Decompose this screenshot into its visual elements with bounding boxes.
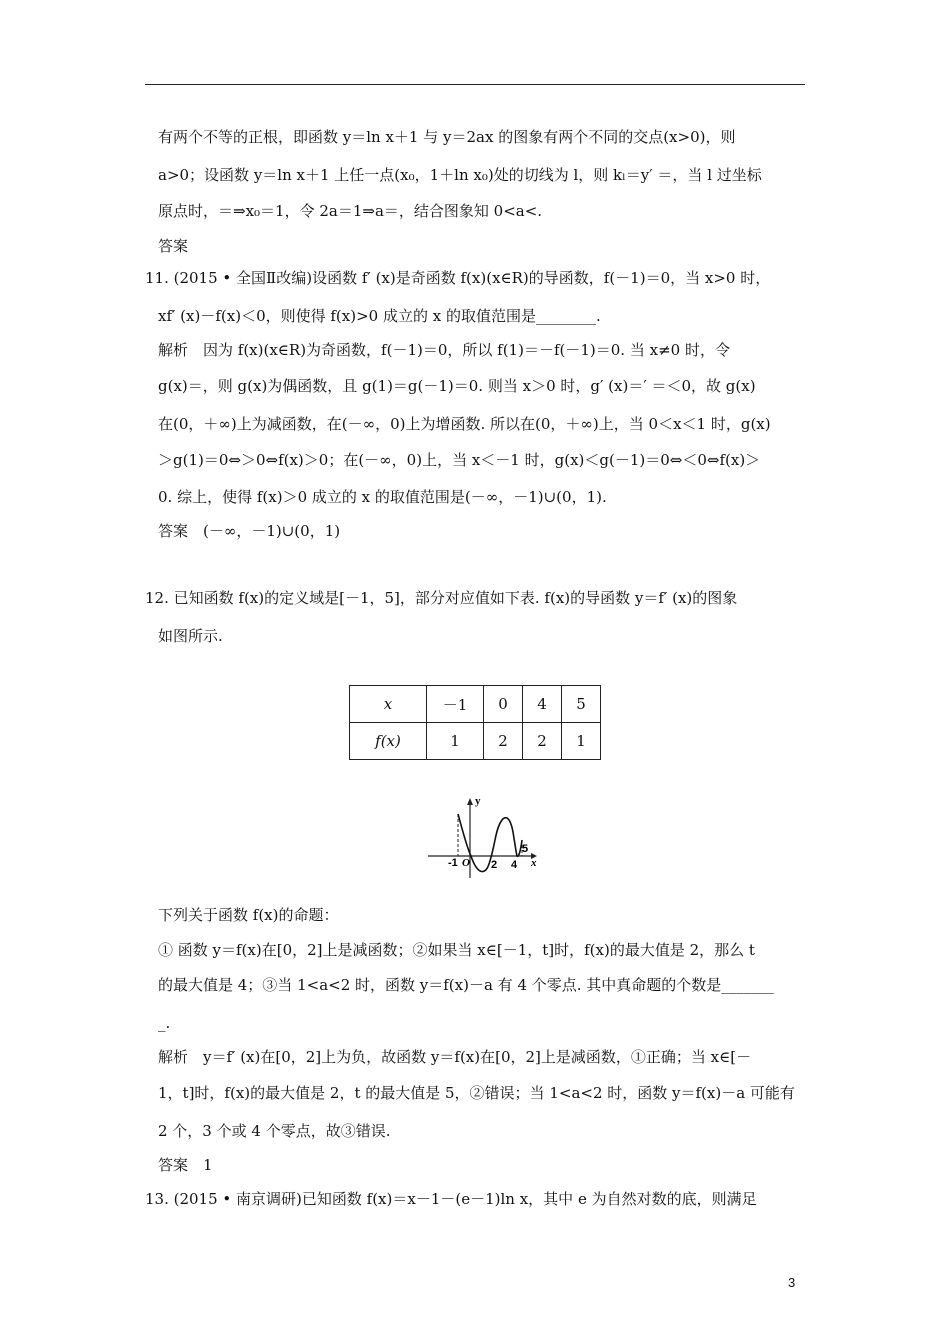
solution-12: 解析 y＝f′ (x)在[0，2]上为负，故函数 y＝f(x)在[0，2]上是减函数，①正确；当 x∈[－ — [158, 1048, 752, 1066]
answer-label: 答案 — [158, 237, 189, 255]
value-table — [349, 685, 601, 760]
text-line: 原点时，＝⇒x₀＝1，令 2a＝1⇒a＝，结合图象知 0<a<. — [158, 202, 543, 220]
table-cell: x — [350, 686, 427, 723]
text-line: 如图所示. — [158, 627, 223, 645]
text-line: g(x)＝，则 g(x)为偶函数，且 g(1)＝g(－1)＝0. 则当 x＞0 时，g′ (x)＝′ ＝＜0，故 g(x) — [158, 377, 756, 395]
problem-11: 11. (2015 • 全国Ⅱ改编)设函数 f′ (x)是奇函数 f(x)(x∈R)的导函数，f(－1)＝0，当 x>0 时， — [145, 269, 771, 287]
page-number: 3 — [788, 1275, 796, 1290]
y-axis-arrow — [467, 798, 473, 805]
table-cell: 2 — [484, 723, 523, 760]
header-rule — [145, 84, 805, 85]
table-cell: 5 — [562, 686, 601, 723]
table-cell: 4 — [523, 686, 562, 723]
table-cell: 1 — [562, 723, 601, 760]
table-cell: 1 — [427, 723, 484, 760]
table-cell: －1 — [427, 686, 484, 723]
tick-label-4: 4 — [511, 859, 518, 871]
text-line: 的最大值是 4；③当 1<a<2 时，函数 y＝f(x)－a 有 4 个零点. 其中真命题的个数是_______ — [158, 976, 774, 994]
tick-label-neg1: -1 — [448, 857, 458, 869]
table-cell: 0 — [484, 686, 523, 723]
text-line: _. — [158, 1014, 171, 1032]
x-axis-label: x — [531, 857, 537, 869]
derivative-graph — [425, 792, 545, 882]
problem-12: 12. 已知函数 f(x)的定义域是[－1，5]，部分对应值如下表. f(x)的导函数 y＝f′ (x)的图象 — [145, 589, 738, 607]
origin-label: O — [462, 857, 470, 869]
proposition-intro: 下列关于函数 f(x)的命题： — [158, 906, 339, 924]
text-line: 1，t]时，f(x)的最大值是 2，t 的最大值是 5，②错误；当 1<a<2 时，函数 y＝f(x)－a 可能有 — [158, 1084, 795, 1102]
table-row — [350, 723, 601, 760]
table-row — [350, 686, 601, 723]
table-cell: f(x) — [350, 723, 427, 760]
text-line: 有两个不等的正根，即函数 y＝ln x＋1 与 y＝2ax 的图象有两个不同的交点(x>0)，则 — [158, 128, 736, 146]
problem-13: 13. (2015 • 南京调研)已知函数 f(x)＝x－1－(e－1)ln x，其中 e 为自然对数的底，则满足 — [145, 1190, 757, 1208]
text-line: 2 个，3 个或 4 个零点，故③错误. — [158, 1122, 391, 1140]
text-line: ① 函数 y＝f(x)在[0，2]上是减函数；②如果当 x∈[－1，t]时，f(x)的最大值是 2，那么 t — [158, 941, 755, 959]
text-line: a>0；设函数 y＝ln x＋1 上任一点(x₀，1＋ln x₀)处的切线为 l，则 kₗ＝y′ ＝，当 l 过坐标 — [158, 166, 762, 184]
tick-label-5: 5 — [522, 843, 529, 855]
y-axis-label: y — [475, 795, 481, 807]
text-line: ＞g(1)＝0⇔＞0⇔f(x)＞0；在(－∞，0)上，当 x＜－1 时，g(x)＜g(－1)＝0⇔＜0⇔f(x)＞ — [158, 451, 761, 469]
text-line: 在(0，＋∞)上为减函数，在(－∞，0)上为增函数. 所以在(0，＋∞)上，当 0＜x＜1 时，g(x) — [158, 415, 771, 433]
answer-11: 答案 (－∞，－1)∪(0，1) — [158, 522, 341, 540]
table-cell: 2 — [523, 723, 562, 760]
tick-label-2: 2 — [491, 859, 498, 871]
solution-11: 解析 因为 f(x)(x∈R)为奇函数，f(－1)＝0，所以 f(1)＝－f(－1)＝0. 当 x≠0 时，令 — [158, 341, 730, 359]
text-line: xf′ (x)－f(x)＜0，则使得 f(x)>0 成立的 x 的取值范围是________. — [158, 307, 601, 325]
text-line: 0. 综上，使得 f(x)＞0 成立的 x 的取值范围是(－∞，－1)∪(0，1). — [158, 488, 607, 506]
answer-12: 答案 1 — [158, 1156, 213, 1174]
